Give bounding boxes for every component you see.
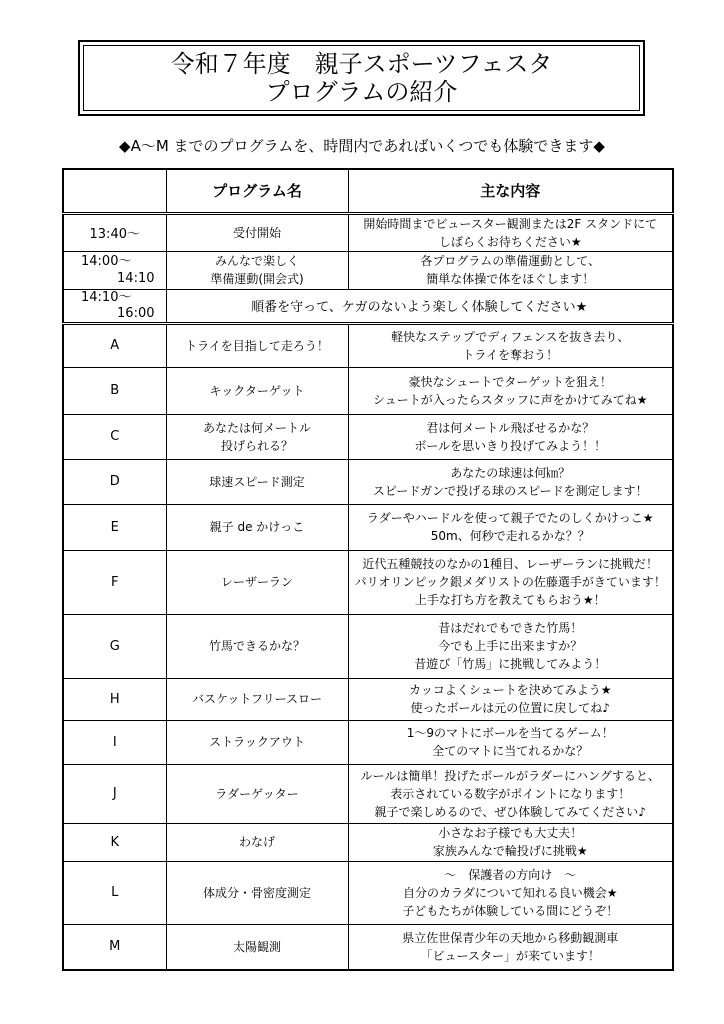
program-name-line: ラダーゲッター (215, 786, 299, 801)
program-content-line: 昔遊び「竹馬」に挑戦してみよう！ (414, 657, 607, 671)
program-name-line: 竹馬できるかな？ (208, 639, 305, 653)
time-start: 14:10～ (81, 289, 132, 305)
header-content: 主な内容 (348, 169, 673, 213)
program-content-line: トライを奪おう！ (462, 347, 559, 362)
program-content-line: 今でも上手に出来ますか？ (438, 639, 583, 653)
header-row (63, 169, 673, 213)
program-row-m (63, 924, 673, 970)
program-content (348, 924, 673, 970)
program-name-line: 太陽観測 (232, 939, 281, 954)
program-content-line: 「ビュースター」が来ています！ (420, 948, 600, 963)
program-content-line: 開始時間までビュースター観測または2F スタンドにて (363, 216, 658, 231)
header-blank-cell (63, 169, 166, 213)
program-name-line: あなたは何メートル (202, 420, 311, 435)
program-content (348, 764, 673, 823)
program-content (348, 823, 673, 861)
intro-text: ◆A～M までのプログラムを、時間内であればいくつでも体験できます◆ (119, 137, 605, 155)
program-content-line: 豪快なシュートでターゲットを狙え！ (408, 374, 612, 389)
program-row-b (63, 367, 673, 414)
program-name (166, 678, 348, 720)
program-content-line: 各プログラムの準備運動として、 (420, 254, 601, 268)
schedule-row-experience (63, 289, 673, 323)
program-content-line: 昔はだれでもできた竹馬！ (438, 621, 583, 635)
program-content (348, 720, 673, 764)
program-name-line: 球速スピード測定 (209, 474, 305, 489)
program-name (166, 861, 348, 924)
schedule-row-reception (63, 213, 673, 251)
program-content (348, 504, 673, 550)
program-content-line: ～ 保護者の方向け ～ (444, 867, 577, 882)
program-letter: F (63, 550, 166, 614)
program-name (166, 614, 348, 678)
program-content (348, 323, 673, 367)
program-content (348, 414, 673, 459)
program-content-line: あなたの球速は何㎞？ (450, 465, 571, 480)
program-name-line: みんなで楽しく (214, 254, 299, 268)
program-content-line: 使ったボールは元の位置に戻してね♪ (410, 701, 610, 715)
program-name (166, 414, 348, 459)
program-letter: I (63, 720, 166, 764)
program-name-line: 準備運動(開会式) (210, 272, 304, 286)
program-row-l (63, 861, 673, 924)
time-cell: 13:40～ (63, 213, 166, 251)
program-content-line: しばらくお待ちください★ (438, 234, 582, 249)
program-name (166, 459, 348, 504)
program-row-k (63, 823, 673, 861)
program-name-line: 体成分・骨密度測定 (202, 885, 311, 900)
program-content (348, 614, 673, 678)
program-row-f (63, 550, 673, 614)
program-content-line: 家族みんなで輪投げに挑戦★ (432, 844, 588, 858)
program-letter: K (63, 823, 166, 861)
program-name-line: キックターゲット (209, 383, 305, 398)
program-letter: G (63, 614, 166, 678)
program-name-line: トライを目指して走ろう！ (185, 338, 329, 353)
program-letter: B (63, 367, 166, 414)
program-name-line: ストラックアウト (209, 735, 305, 749)
program-name (166, 720, 348, 764)
program-content-line: ラダーやハードルを使って親子でたのしくかけっこ★ (366, 511, 654, 525)
time-start: 14:00～ (81, 254, 132, 269)
program-letter: M (63, 924, 166, 970)
program-content (348, 213, 673, 251)
program-name-line: バスケットフリースロー (192, 692, 322, 706)
program-letter: L (63, 861, 166, 924)
program-content-line: 50m、何秒で走れるかな？？ (430, 529, 590, 543)
program-content-line: パリオリンピック銀メダリストの佐藤選手がきています！ (354, 575, 666, 589)
program-name (166, 323, 348, 367)
program-name (166, 504, 348, 550)
program-letter: E (63, 504, 166, 550)
page-title: 令和７年度 親子スポーツフェスタ (170, 50, 553, 78)
page-subtitle: プログラムの紹介 (265, 78, 458, 106)
program-name-line: わなげ (238, 835, 275, 849)
program-content-line: 親子で楽しめるので、ぜひ体験してみてください♪ (374, 804, 646, 819)
experience-note: 順番を守って、ケガのないよう楽しく体験してください★ (166, 289, 673, 323)
program-content-line: 近代五種競技のなかの1種目、レーザーランに挑戦だ！ (362, 557, 659, 571)
program-content (348, 678, 673, 720)
program-content-line: ルールは簡単！投げたボールがラダーにハングすると、 (360, 768, 660, 783)
program-name (166, 924, 348, 970)
program-content-line: カッコよくシュートを決めてみよう★ (409, 683, 612, 697)
program-name-line: 受付開始 (232, 225, 281, 240)
program-row-c (63, 414, 673, 459)
program-row-g (63, 614, 673, 678)
title-box (78, 40, 645, 116)
program-letter: C (63, 414, 166, 459)
program-name (166, 367, 348, 414)
program-letter: J (63, 764, 166, 823)
program-content-line: 軽快なステップでディフェンスを抜き去り、 (391, 329, 630, 344)
program-content-line: 表示されている数字がポイントになります！ (390, 786, 631, 801)
program-content-line: 県立佐世保青少年の天地から移動観測車 (402, 930, 619, 945)
program-name (166, 764, 348, 823)
program-name (166, 550, 348, 614)
title-inner-frame (83, 45, 640, 111)
time-end: 16:00 (117, 305, 155, 321)
program-content-line: 自分のカラダについて知れる良い機会★ (403, 885, 618, 900)
program-row-i (63, 720, 673, 764)
program-name-line: レーザーラン (220, 575, 293, 589)
program-content-line: 上手な打ち方を教えてもらおう★！ (414, 593, 606, 607)
header-program-name: プログラム名 (166, 169, 348, 213)
time-cell (63, 251, 166, 289)
program-letter: A (63, 323, 166, 367)
program-name (166, 213, 348, 251)
time-end: 14:10 (117, 271, 155, 286)
program-table (62, 168, 674, 971)
program-content-line: 小さなお子様でも大丈夫！ (438, 826, 583, 840)
program-content (348, 459, 673, 504)
program-row-j (63, 764, 673, 823)
program-content-line: 君は何メートル飛ばせるかな？ (426, 420, 595, 435)
program-content-line: 全てのマトに当てれるかな？ (432, 744, 589, 758)
program-name-line: 親子 de かけっこ (209, 520, 305, 534)
program-content-line: 1～9のマトにボールを当てるゲーム！ (406, 726, 614, 740)
program-name (166, 823, 348, 861)
program-name-line: 投げられる？ (220, 438, 293, 453)
program-content-line: シュートが入ったらスタッフに声をかけてみてね★ (372, 392, 648, 407)
schedule-row-warmup (63, 251, 673, 289)
program-content (348, 367, 673, 414)
program-letter: H (63, 678, 166, 720)
program-content-line: ボールを思いきり投げてみよう！！ (414, 438, 607, 453)
program-row-d (63, 459, 673, 504)
program-letter: D (63, 459, 166, 504)
program-content (348, 550, 673, 614)
program-row-a (63, 323, 673, 367)
program-content-line: 子どもたちが体験している間にどうぞ！ (402, 903, 619, 918)
program-row-e (63, 504, 673, 550)
program-content-line: スピードガンで投げる球のスピードを測定します！ (372, 483, 648, 498)
time-cell (63, 289, 166, 323)
program-row-h (63, 678, 673, 720)
program-content-line: 簡単な体操で体をほぐします！ (426, 272, 595, 286)
program-content (348, 861, 673, 924)
program-name (166, 251, 348, 289)
program-content (348, 251, 673, 289)
